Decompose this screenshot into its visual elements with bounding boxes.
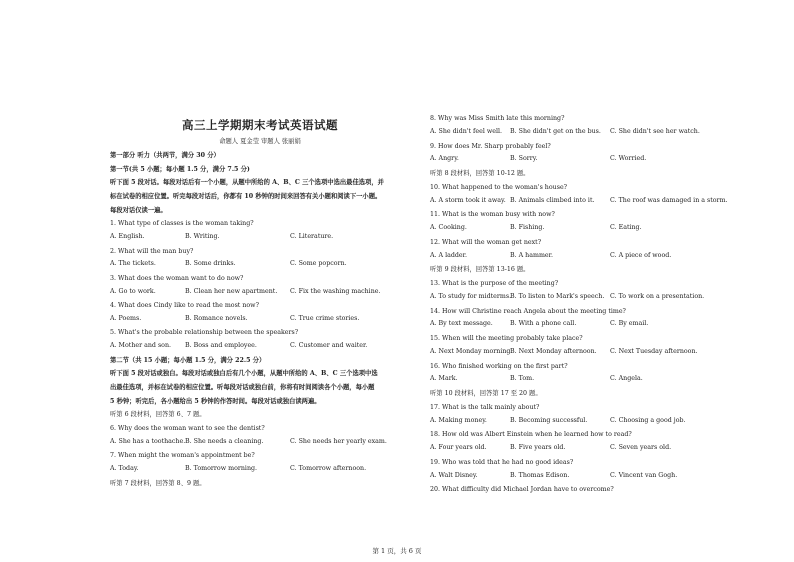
section-instruction: 听下面 5 段对话。每段对话后有一个小题，从题中所给的 A、B、C 三个选项中选出最佳选项，并 bbox=[110, 179, 384, 187]
section-instruction: 出最佳选项，并标在试卷的相应位置。听每段对话或独白前，你将有时间阅读各个小题，每小题 bbox=[110, 384, 375, 392]
answer-option: B. Clean her new apartment. bbox=[185, 287, 278, 295]
exam-authors: 命题人 夏金莹 审题人 张丽娟 bbox=[219, 138, 301, 145]
exam-title: 高三上学期期末考试英语试题 bbox=[182, 118, 338, 132]
answer-option: C. She needs her yearly exam. bbox=[290, 437, 387, 445]
answer-option: A. A storm took it away. bbox=[430, 196, 506, 204]
answer-option: B. She needs a cleaning. bbox=[185, 437, 264, 445]
answer-option: A. Today. bbox=[110, 464, 139, 472]
answer-option: A. Mother and son. bbox=[110, 342, 172, 350]
question-line: 4. What does Cindy like to read the most now? bbox=[110, 302, 259, 310]
answer-option: A. By text message. bbox=[430, 320, 493, 328]
answer-option: C. Customer and waiter. bbox=[290, 342, 368, 350]
answer-option: B. Next Monday afternoon. bbox=[510, 347, 597, 355]
answer-option: C. Eating. bbox=[610, 224, 642, 231]
question-line: 14. How will Christine reach Angela about the meeting time? bbox=[430, 307, 626, 315]
answer-option: C. By email. bbox=[610, 320, 649, 328]
answer-option: B. Five years old. bbox=[510, 444, 566, 451]
answer-option: B. She didn't get on the bus. bbox=[510, 127, 601, 135]
section-instruction: 第一节(共 5 小题；每小题 1.5 分，满分 7.5 分) bbox=[110, 165, 250, 173]
answer-option: C. True crime stories. bbox=[290, 314, 360, 322]
answer-option: B. To listen to Mark's speech. bbox=[510, 292, 605, 300]
answer-option: C. Vincent van Gogh. bbox=[610, 471, 678, 479]
answer-option: A. To study for midterms. bbox=[430, 292, 512, 300]
question-line: 16. Who finished working on the first part? bbox=[430, 362, 568, 370]
question-line: 1. What type of classes is the woman taking? bbox=[110, 220, 254, 228]
question-line: 18. How old was Albert Einstein when he learned how to read? bbox=[430, 431, 632, 439]
section-instruction: 听下面 5 段对话或独白。每段对话或独白后有几个小题，从题中所给的 A、B、C 三个选项中选 bbox=[110, 370, 378, 378]
answer-option: C. Angela. bbox=[610, 375, 643, 383]
question-line: 8. Why was Miss Smith late this morning? bbox=[430, 115, 565, 122]
answer-option: C. Choosing a good job. bbox=[610, 416, 686, 424]
answer-option: C. The roof was damaged in a storm. bbox=[610, 196, 728, 204]
answer-option: A. Next Monday morning. bbox=[430, 347, 513, 355]
answer-option: A. A ladder. bbox=[430, 251, 467, 259]
answer-option: B. Some drinks. bbox=[185, 260, 236, 268]
question-line: 13. What is the purpose of the meeting? bbox=[430, 280, 559, 287]
answer-option: C. Worried. bbox=[610, 155, 647, 163]
answer-option: C. Next Tuesday afternoon. bbox=[610, 347, 698, 355]
answer-option: C. Some popcorn. bbox=[290, 260, 347, 268]
answer-option: B. Fishing. bbox=[510, 224, 545, 231]
question-line: 7. When might the woman's appointment be? bbox=[110, 452, 255, 460]
page-footer: 第 1 页，共 6 页 bbox=[372, 547, 422, 555]
answer-option: C. To work on a presentation. bbox=[610, 292, 705, 300]
question-line: 12. What will the woman get next? bbox=[430, 238, 542, 246]
question-line: 听第 8 段材料，回答第 10-12 题。 bbox=[430, 170, 530, 177]
section-instruction: 每段对话仅读一遍。 bbox=[110, 206, 167, 214]
question-line: 2. What will the man buy? bbox=[110, 247, 194, 255]
answer-option: C. A piece of wood. bbox=[610, 251, 672, 259]
answer-option: A. English. bbox=[110, 232, 145, 240]
answer-option: B. Sorry. bbox=[510, 155, 538, 163]
question-line: 5. What's the probable relationship between the speakers? bbox=[110, 329, 299, 337]
question-line: 听第 9 段材料，回答第 13-16 题。 bbox=[430, 266, 530, 274]
answer-option: A. The tickets. bbox=[110, 260, 156, 268]
question-line: 20. What difficulty did Michael Jordan have to overcome? bbox=[430, 486, 614, 494]
section-instruction: 第二节（共 15 小题；每小题 1.5 分，满分 22.5 分） bbox=[110, 356, 266, 364]
section-instruction: 标在试卷的相应位置。听完每段对话后，你都有 10 秒钟的时间来回答有关小题和阅读下一小题。 bbox=[110, 192, 382, 200]
answer-option: C. Tomorrow afternoon. bbox=[290, 464, 367, 472]
answer-option: B. Romance novels. bbox=[185, 314, 248, 322]
answer-option: B. A hammer. bbox=[510, 251, 553, 259]
section-instruction: 5 秒钟；听完后，各小题给出 5 秒钟的作答时间。每段对话或独白读两遍。 bbox=[110, 397, 321, 405]
question-line: 听第 10 段材料，回答第 17 至 20 题。 bbox=[430, 390, 542, 397]
answer-option: C. Literature. bbox=[290, 232, 334, 240]
question-line: 15. When will the meeting probably take place? bbox=[430, 335, 583, 342]
question-line: 3. What does the woman want to do now? bbox=[110, 274, 244, 282]
answer-option: B. Thomas Edison. bbox=[510, 471, 570, 479]
question-line: 听第 6 段材料，回答第 6、7 题。 bbox=[110, 411, 206, 419]
answer-option: A. Four years old. bbox=[430, 444, 487, 451]
answer-option: A. Making money. bbox=[430, 416, 487, 424]
answer-option: C. She didn't see her watch. bbox=[610, 127, 700, 135]
section-instruction: 第一部分 听力（共两节，满分 30 分） bbox=[110, 152, 220, 159]
answer-option: B. Becoming successful. bbox=[510, 416, 588, 424]
question-line: 11. What is the woman busy with now? bbox=[430, 211, 555, 219]
question-line: 17. What is the talk mainly about? bbox=[430, 403, 540, 411]
answer-option: A. Go to work. bbox=[110, 287, 156, 295]
answer-option: A. Poems. bbox=[110, 314, 142, 322]
answer-option: B. Animals climbed into it. bbox=[510, 196, 595, 204]
answer-option: B. Boss and employee. bbox=[185, 342, 257, 350]
answer-option: B. With a phone call. bbox=[510, 320, 577, 328]
answer-option: A. Angry. bbox=[430, 155, 459, 163]
question-line: 10. What happened to the woman's house? bbox=[430, 183, 568, 191]
answer-option: A. Walt Disney. bbox=[430, 471, 478, 479]
answer-option: C. Fix the washing machine. bbox=[290, 287, 381, 295]
answer-option: B. Tom. bbox=[510, 375, 535, 383]
answer-option: C. Seven years old. bbox=[610, 444, 672, 451]
answer-option: A. She has a toothache. bbox=[110, 437, 186, 445]
answer-option: B. Tomorrow morning. bbox=[185, 464, 258, 472]
answer-option: A. She didn't feel well. bbox=[430, 127, 502, 135]
answer-option: A. Cooking. bbox=[430, 224, 467, 231]
answer-option: A. Mark. bbox=[430, 375, 458, 383]
question-line: 听第 7 段材料，回答第 8、9 题。 bbox=[110, 479, 206, 487]
answer-option: B. Writing. bbox=[185, 232, 220, 240]
question-line: 9. How does Mr. Sharp probably feel? bbox=[430, 142, 551, 150]
question-line: 19. Who was told that he had no good ideas? bbox=[430, 458, 574, 466]
question-line: 6. Why does the woman want to see the dentist? bbox=[110, 425, 265, 432]
